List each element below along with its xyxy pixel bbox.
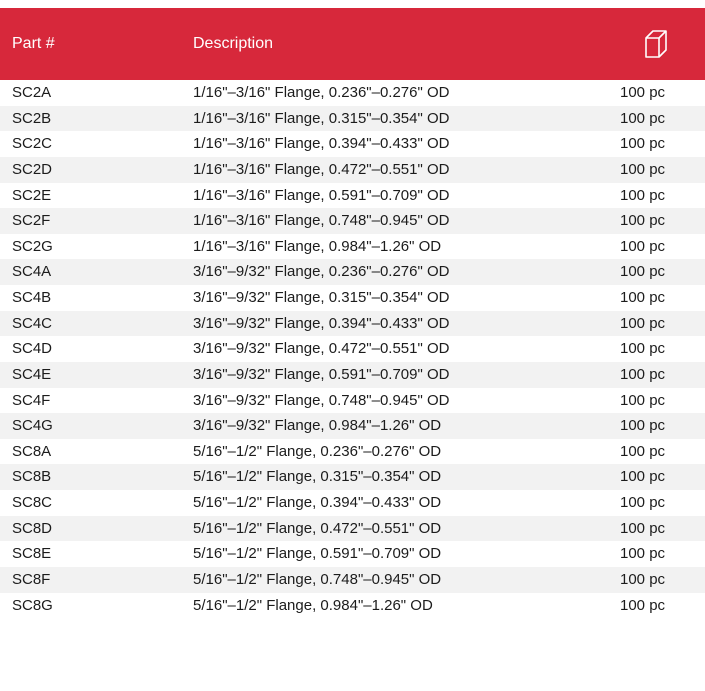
quantity-cell: 100 pc (620, 289, 666, 306)
quantity-cell: 100 pc (620, 494, 666, 511)
part-number-cell: SC8D (12, 519, 53, 537)
quantity-cell: 100 pc (620, 237, 666, 255)
column-header-part: Part # (12, 35, 55, 52)
part-number-cell: SC8C (12, 494, 53, 511)
description-cell: 5/16"–1/2" Flange, 0.984"–1.26" OD (193, 596, 433, 614)
description-cell: 5/16"–1/2" Flange, 0.236"–0.276" OD (193, 442, 442, 460)
part-number-cell: SC8G (12, 596, 53, 614)
part-number-cell: SC2G (12, 237, 53, 255)
table-row (0, 567, 705, 593)
description-cell: 5/16"–1/2" Flange, 0.394"–0.433" OD (193, 494, 442, 511)
table-row (0, 234, 705, 260)
part-number-cell: SC8B (12, 468, 52, 486)
table-row (0, 131, 705, 157)
box-icon (644, 8, 668, 80)
description-cell: 1/16"–3/16" Flange, 0.394"–0.433" OD (193, 135, 450, 153)
quantity-cell: 100 pc (620, 263, 666, 281)
table-row (0, 516, 705, 542)
quantity-cell: 100 pc (620, 570, 666, 588)
quantity-cell: 100 pc (620, 160, 666, 178)
table-row (0, 157, 705, 183)
quantity-cell: 100 pc (620, 468, 666, 486)
table-row (0, 464, 705, 490)
part-number-cell: SC8F (12, 570, 51, 588)
description-cell: 1/16"–3/16" Flange, 0.236"–0.276" OD (193, 84, 450, 101)
description-cell: 5/16"–1/2" Flange, 0.748"–0.945" OD (193, 570, 442, 588)
description-cell: 1/16"–3/16" Flange, 0.748"–0.945" OD (193, 212, 450, 230)
part-number-cell: SC4D (12, 340, 53, 358)
table-row (0, 362, 705, 388)
table-row (0, 208, 705, 234)
part-number-cell: SC4C (12, 314, 53, 332)
table-row (0, 439, 705, 465)
quantity-cell: 100 pc (620, 391, 666, 409)
description-cell: 3/16"–9/32" Flange, 0.472"–0.551" OD (193, 340, 450, 358)
table-row (0, 388, 705, 414)
description-cell: 3/16"–9/32" Flange, 0.748"–0.945" OD (193, 391, 450, 409)
part-number-cell: SC4A (12, 263, 52, 281)
description-cell: 3/16"–9/32" Flange, 0.315"–0.354" OD (193, 289, 450, 306)
part-number-cell: SC4E (12, 365, 52, 383)
quantity-cell: 100 pc (620, 135, 666, 153)
part-number-cell: SC8E (12, 545, 52, 563)
part-number-cell: SC2F (12, 212, 51, 230)
table-row (0, 80, 705, 106)
table-body (0, 80, 705, 618)
description-cell: 1/16"–3/16" Flange, 0.472"–0.551" OD (193, 160, 450, 178)
table-row (0, 413, 705, 439)
quantity-cell: 100 pc (620, 340, 666, 358)
table-row (0, 183, 705, 209)
part-number-cell: SC4F (12, 391, 51, 409)
table-row (0, 490, 705, 516)
quantity-cell: 100 pc (620, 519, 666, 537)
table-row (0, 336, 705, 362)
part-number-cell: SC2B (12, 109, 52, 127)
quantity-cell: 100 pc (620, 596, 666, 614)
quantity-cell: 100 pc (620, 417, 666, 435)
part-number-cell: SC4B (12, 289, 52, 306)
description-cell: 1/16"–3/16" Flange, 0.984"–1.26" OD (193, 237, 442, 255)
part-number-cell: SC2D (12, 160, 53, 178)
table-row (0, 106, 705, 132)
description-cell: 5/16"–1/2" Flange, 0.472"–0.551" OD (193, 519, 442, 537)
quantity-cell: 100 pc (620, 109, 666, 127)
table-row (0, 259, 705, 285)
table-row (0, 285, 705, 311)
table-row (0, 541, 705, 567)
part-number-cell: SC2A (12, 84, 52, 101)
description-cell: 3/16"–9/32" Flange, 0.591"–0.709" OD (193, 365, 450, 383)
table-row (0, 593, 705, 619)
description-cell: 5/16"–1/2" Flange, 0.315"–0.354" OD (193, 468, 442, 486)
quantity-cell: 100 pc (620, 442, 666, 460)
quantity-cell: 100 pc (620, 314, 666, 332)
description-cell: 3/16"–9/32" Flange, 0.984"–1.26" OD (193, 417, 442, 435)
table-row (0, 311, 705, 337)
description-cell: 1/16"–3/16" Flange, 0.591"–0.709" OD (193, 186, 450, 204)
part-number-cell: SC4G (12, 417, 53, 435)
quantity-cell: 100 pc (620, 545, 666, 563)
column-header-description: Description (193, 35, 274, 52)
description-cell: 3/16"–9/32" Flange, 0.236"–0.276" OD (193, 263, 450, 281)
table-header (0, 8, 705, 80)
part-number-cell: SC2C (12, 135, 53, 153)
description-cell: 1/16"–3/16" Flange, 0.315"–0.354" OD (193, 109, 450, 127)
part-number-cell: SC8A (12, 442, 52, 460)
parts-table (0, 8, 705, 618)
quantity-cell: 100 pc (620, 186, 666, 204)
quantity-cell: 100 pc (620, 365, 666, 383)
description-cell: 3/16"–9/32" Flange, 0.394"–0.433" OD (193, 314, 450, 332)
part-number-cell: SC2E (12, 186, 52, 204)
quantity-cell: 100 pc (620, 212, 666, 230)
description-cell: 5/16"–1/2" Flange, 0.591"–0.709" OD (193, 545, 442, 563)
quantity-cell: 100 pc (620, 84, 666, 101)
